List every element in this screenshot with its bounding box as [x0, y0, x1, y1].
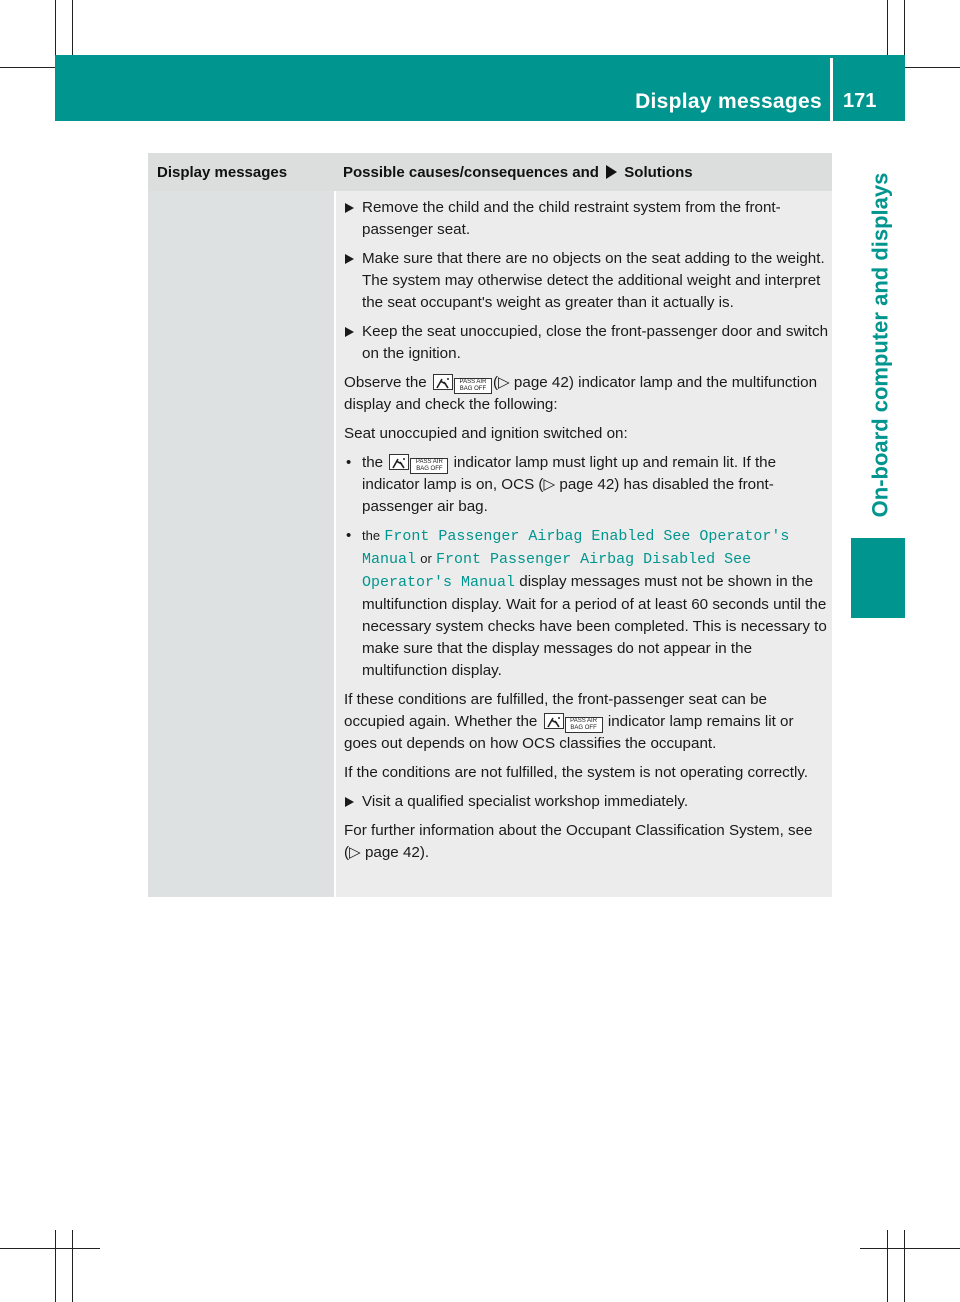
section-side-tab [851, 538, 905, 618]
bullet-or: or [420, 551, 432, 566]
step-check-objects [344, 248, 830, 314]
step-text: Visit a qualified specialist workshop immediately. [362, 793, 689, 810]
child-seat-icon [389, 454, 409, 470]
solutions-arrow-icon [606, 165, 617, 179]
crop-mark [904, 0, 905, 55]
crop-mark [887, 1230, 888, 1302]
column-header-causes-solutions [343, 164, 693, 181]
step-text: Keep the seat unoccupied, close the front-passenger door and switch on the ignition. [362, 323, 829, 362]
section-side-label-text: On-board computer and displays [867, 172, 892, 518]
crop-mark [0, 1248, 100, 1249]
fulfilled-paragraph [344, 689, 830, 755]
section-side-label [862, 160, 898, 530]
step-arrow-icon [345, 254, 354, 264]
step-note: The system may otherwise detect the additional weight and interpret the seat occupant's weight as greater than it actually is. [362, 272, 821, 311]
crop-mark [55, 0, 56, 55]
step-keep-seat-unoccupied [344, 321, 830, 365]
display-message-disabled: Front Passenger Airbag Disabled See Operator's Manual [362, 551, 752, 591]
crop-mark [55, 1230, 56, 1302]
column-header-display-messages: Display messages [157, 164, 288, 181]
crop-mark [904, 1230, 905, 1302]
bullet-text: indicator lamp must light up and remain lit. If the indicator lamp is on, OCS (▷ page 42) has disabled the front-passenger air bag. [362, 454, 777, 515]
header-separator [830, 58, 833, 121]
pass-airbag-off-icon: PASS AIR BAG OFF [454, 378, 492, 394]
child-seat-icon [544, 713, 564, 729]
step-text: Remove the child and the child restraint system from the front-passenger seat. [362, 199, 781, 238]
observe-paragraph [344, 372, 830, 416]
display-messages-table [148, 153, 832, 897]
child-seat-icon [433, 374, 453, 390]
bullet-display-messages [344, 525, 830, 682]
step-text: Make sure that there are no objects on the seat adding to the weight. [362, 250, 825, 267]
step-remove-child-seat [344, 197, 830, 241]
bullet-icon: • [346, 527, 352, 544]
not-fulfilled-paragraph: If the conditions are not fulfilled, the system is not operating correctly. [344, 764, 809, 781]
step-arrow-icon [345, 327, 354, 337]
step-arrow-icon [345, 203, 354, 213]
step-visit-workshop [344, 791, 830, 813]
fulfilled-prefix: If these conditions are fulfilled, the front-passenger seat can be occupied again. Whether the [344, 691, 767, 730]
step-arrow-icon [345, 797, 354, 807]
bullet-prefix: the [362, 528, 381, 543]
seat-unoccupied-paragraph: Seat unoccupied and ignition switched on: [344, 425, 628, 442]
display-message-cell [148, 191, 334, 897]
pass-airbag-off-icon: PASS AIR BAG OFF [565, 717, 603, 733]
observe-ref: (▷ page 42) indicator lamp and the multifunction display and check the following: [344, 374, 818, 413]
column-header-causes-text: Possible causes/consequences and [343, 164, 599, 181]
bullet-text: display messages must not be shown in the multifunction display. Wait for a period of at least 60 seconds until the necessary system checks have been completed. This is necessary to make sure that the display messages do not appear in the multifunction display. [362, 573, 827, 679]
bullet-prefix: the [362, 454, 384, 471]
bullet-indicator-lamp [344, 452, 830, 518]
display-message-enabled: Front Passenger Airbag Enabled See Operator's Manual [362, 528, 790, 568]
cell-content [344, 191, 830, 864]
crop-mark [860, 1248, 960, 1249]
further-info-paragraph: For further information about the Occupant Classification System, see (▷ page 42). [344, 822, 813, 861]
crop-mark [72, 0, 73, 55]
column-header-solutions-text: Solutions [624, 164, 693, 181]
crop-mark [887, 0, 888, 55]
page-title: Display messages [635, 90, 822, 113]
page-number: 171 [843, 90, 877, 112]
bullet-icon: • [346, 454, 352, 471]
fulfilled-suffix: indicator lamp remains lit or goes out depends on how OCS classifies the occupant. [344, 713, 794, 752]
pass-airbag-off-icon: PASS AIR BAG OFF [410, 458, 448, 474]
crop-mark [72, 1230, 73, 1302]
observe-prefix: Observe the [344, 374, 427, 391]
table-header-row [148, 153, 832, 191]
